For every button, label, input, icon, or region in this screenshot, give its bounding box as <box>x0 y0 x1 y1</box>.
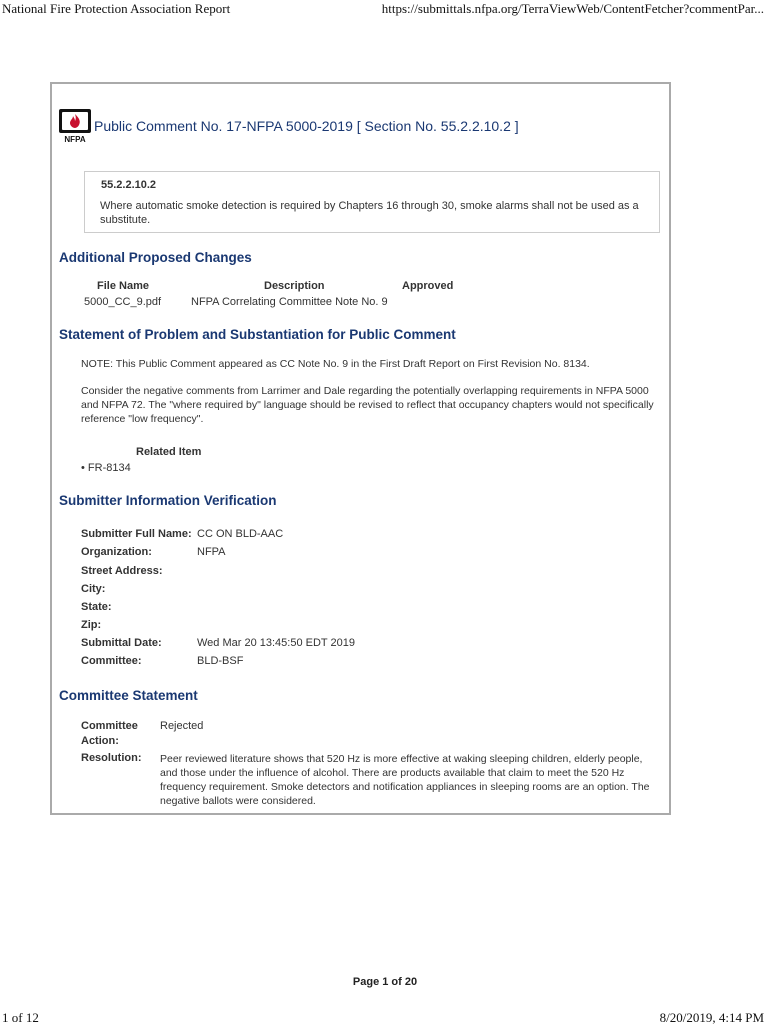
page-title: Public Comment No. 17-NFPA 5000-2019 [ Section No. 55.2.2.10.2 ] <box>94 118 519 134</box>
submitter-name-value: CC ON BLD-AAC <box>197 528 284 540</box>
zip-label: Zip: <box>81 619 102 631</box>
print-footer-page-count: 1 of 12 <box>2 1010 39 1025</box>
column-header-file-name: File Name <box>97 280 149 292</box>
statement-heading: Statement of Problem and Substantiation for Public Comment <box>59 327 456 342</box>
street-address-label: Street Address: <box>81 565 163 577</box>
committee-statement-heading: Committee Statement <box>59 688 198 703</box>
committee-action-label-line1: Committee <box>81 720 138 732</box>
nfpa-logo-icon <box>57 108 93 144</box>
submittal-date-label: Submittal Date: <box>81 637 162 649</box>
print-footer-timestamp: 8/20/2019, 4:14 PM <box>659 1010 764 1025</box>
column-header-approved: Approved <box>402 280 454 292</box>
state-label: State: <box>81 601 112 613</box>
section-number: 55.2.2.10.2 <box>101 179 157 191</box>
column-header-description: Description <box>264 280 325 292</box>
page-number: Page 1 of 20 <box>352 976 418 988</box>
related-item-link[interactable]: • FR-8134 <box>81 462 131 474</box>
additional-changes-heading: Additional Proposed Changes <box>59 250 252 265</box>
organization-label: Organization: <box>81 546 152 558</box>
committee-action-value: Rejected <box>160 720 204 732</box>
committee-value: BLD-BSF <box>197 655 244 667</box>
submittal-date-value: Wed Mar 20 13:45:50 EDT 2019 <box>197 637 355 649</box>
committee-label: Committee: <box>81 655 142 667</box>
statement-body: Consider the negative comments from Larrimer and Dale regarding the potentially overlapping requirements in NFPA 5000 and NFPA 72. The "where required by" language should be revised to reflect that occupancy chapters would not specifically reference "low frequency". <box>81 385 654 425</box>
statement-note: NOTE: This Public Comment appeared as CC Note No. 9 in the First Draft Report on First Revision No. 8134. <box>81 358 590 370</box>
print-header-url: https://submittals.nfpa.org/TerraViewWeb/ContentFetcher?commentPar... <box>381 1 764 16</box>
logo-text: NFPA <box>64 135 86 144</box>
submitter-name-label: Submitter Full Name: <box>81 528 192 540</box>
print-header-title: National Fire Protection Association Report <box>2 1 231 16</box>
organization-value: NFPA <box>197 546 226 558</box>
related-item-heading: Related Item <box>136 446 202 458</box>
city-label: City: <box>81 583 106 595</box>
attachment-description: NFPA Correlating Committee Note No. 9 <box>191 296 388 308</box>
resolution-value: Peer reviewed literature shows that 520 Hz is more effective at waking sleeping children, elderly people, and those under the influence of alcohol. There are products available that claim to meet the 520 Hz frequency requirement. Smoke detectors and notification appliances in sleeping rooms are an option. The negative ballots were considered. <box>160 753 650 807</box>
committee-action-label-line2: Action: <box>81 735 119 747</box>
attachment-file-link[interactable]: 5000_CC_9.pdf <box>84 296 162 308</box>
section-text: Where automatic smoke detection is required by Chapters 16 through 30, smoke alarms shall not be used as a substitute. <box>100 200 639 226</box>
resolution-label: Resolution: <box>81 752 142 764</box>
submitter-heading: Submitter Information Verification <box>59 493 277 508</box>
